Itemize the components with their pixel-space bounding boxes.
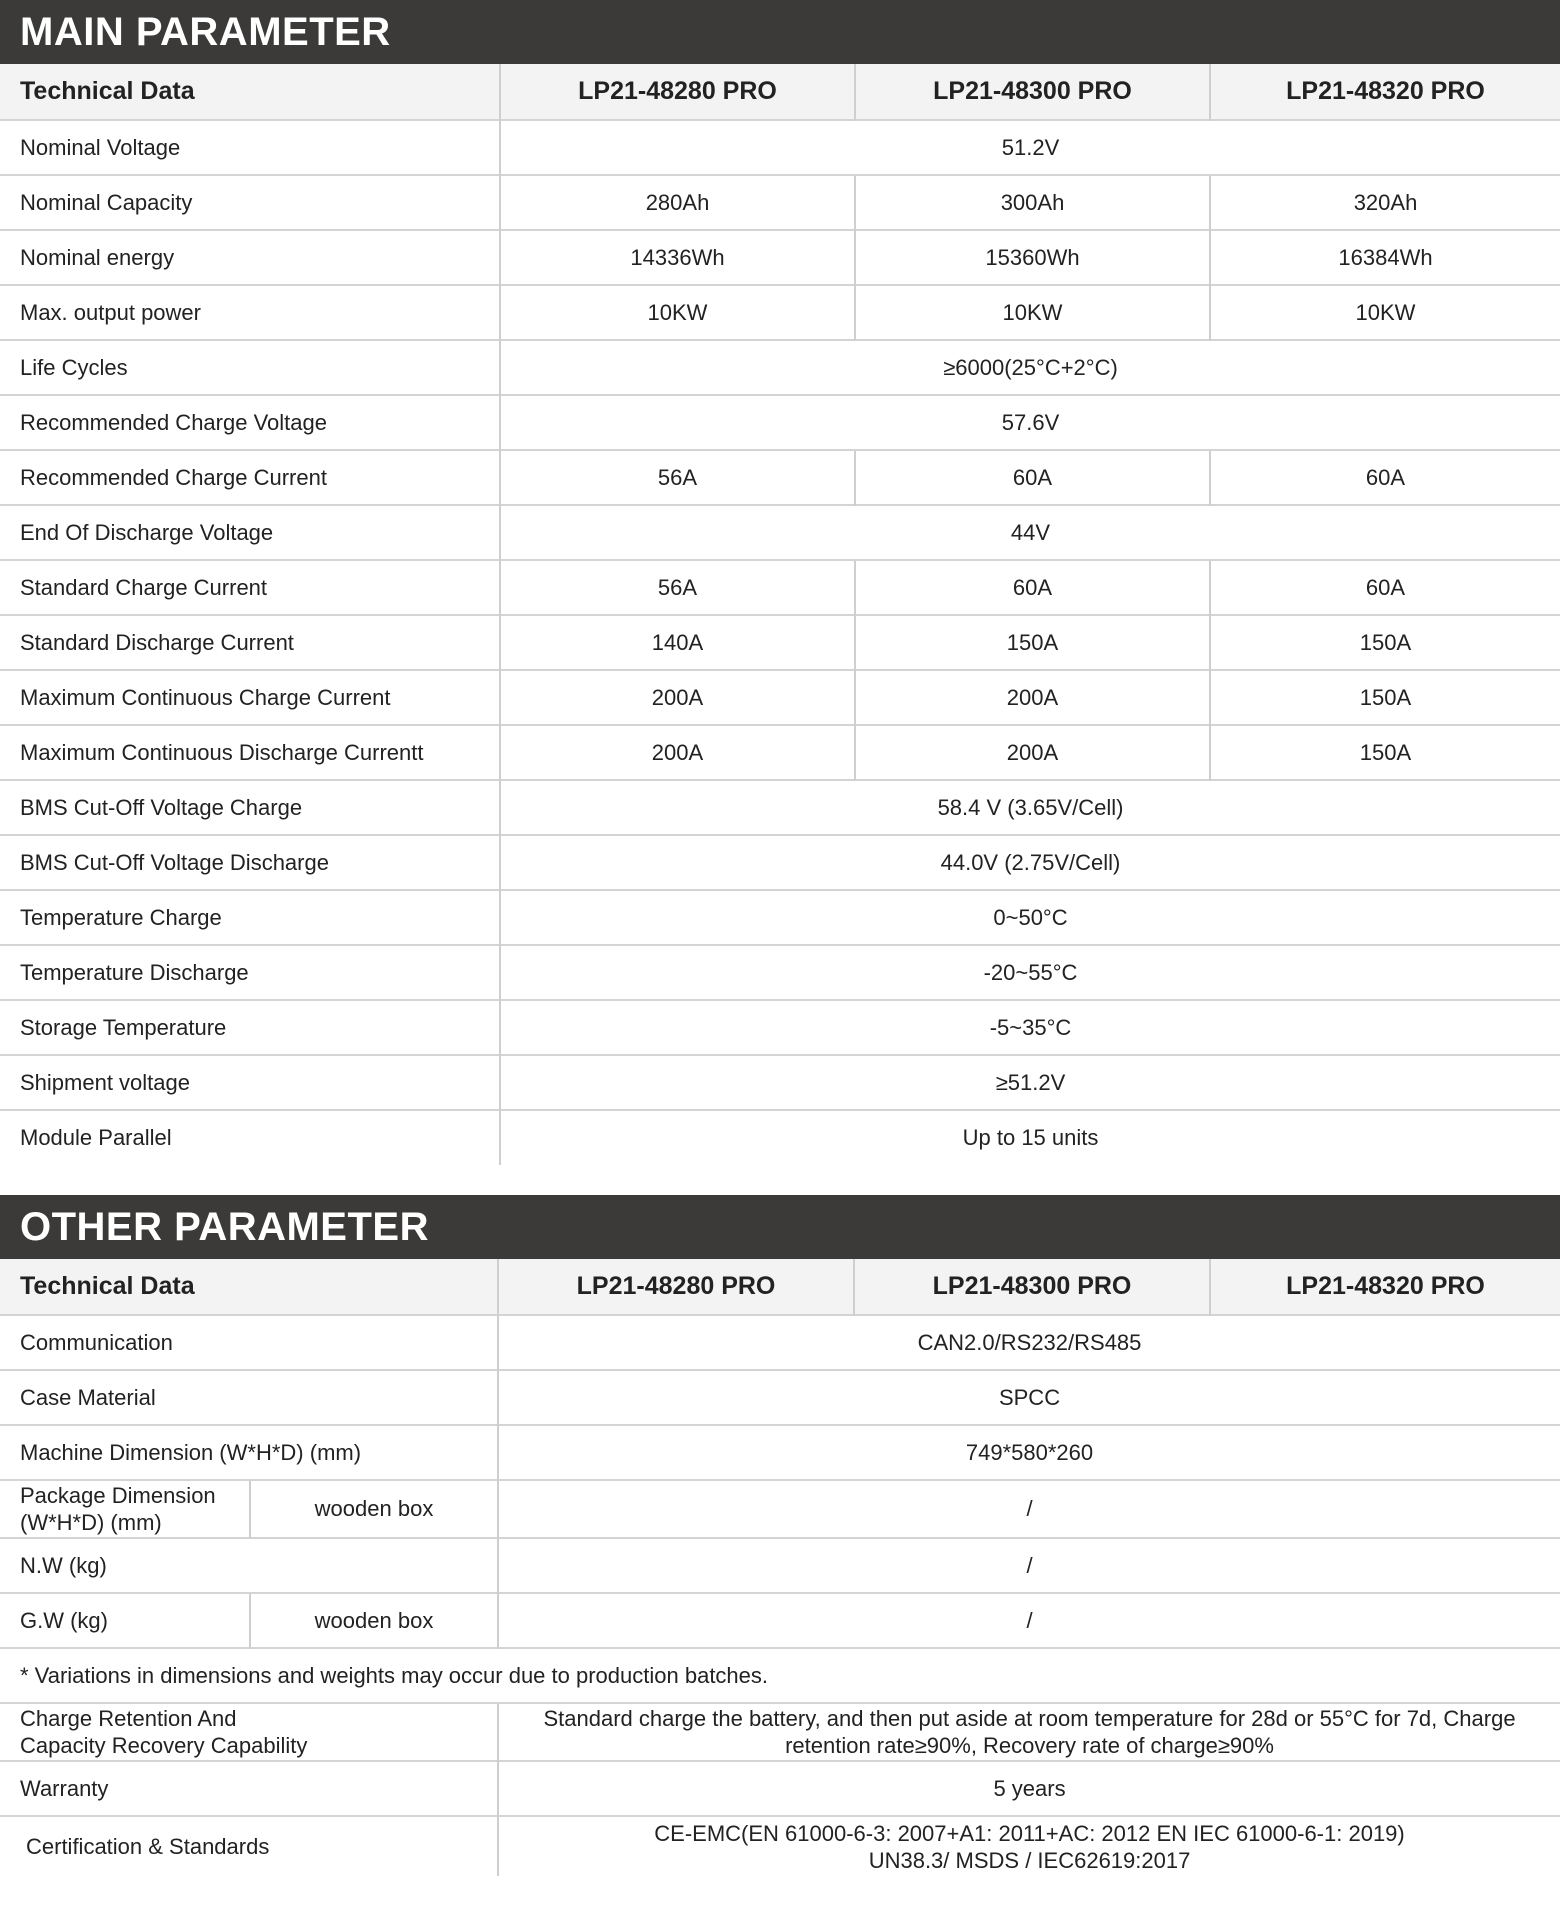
table-row <box>0 285 1560 340</box>
table-row <box>0 395 1560 450</box>
row-value: / <box>498 1593 1560 1648</box>
table-header-row <box>0 1259 1560 1315</box>
row-value: 56A <box>500 450 855 505</box>
row-value: 10KW <box>855 285 1210 340</box>
row-value: / <box>498 1538 1560 1593</box>
row-value-line: retention rate≥90%, Recovery rate of charge≥90% <box>785 1733 1274 1758</box>
row-label: Life Cycles <box>0 340 500 395</box>
row-value: 58.4 V (3.65V/Cell) <box>500 780 1560 835</box>
row-label: Standard Discharge Current <box>0 615 500 670</box>
table-row <box>0 505 1560 560</box>
row-label: Warranty <box>0 1761 498 1816</box>
row-value: 15360Wh <box>855 230 1210 285</box>
row-label: Storage Temperature <box>0 1000 500 1055</box>
model-header: LP21-48280 PRO <box>500 64 855 120</box>
row-value: 0~50°C <box>500 890 1560 945</box>
row-value-line: UN38.3/ MSDS / IEC62619:2017 <box>868 1847 1191 1873</box>
table-row <box>0 230 1560 285</box>
row-sub-label: wooden box <box>250 1480 498 1538</box>
row-label-line: Package Dimension <box>20 1483 216 1508</box>
technical-data-header: Technical Data <box>20 1272 195 1300</box>
row-label: Recommended Charge Current <box>0 450 500 505</box>
row-label: Nominal energy <box>0 230 500 285</box>
row-label: G.W (kg) <box>0 1593 250 1648</box>
note-row <box>0 1648 1560 1703</box>
row-value: / <box>498 1480 1560 1538</box>
row-value-line: CE-EMC(EN 61000-6-3: 2007+A1: 2011+AC: 2012 EN IEC 61000-6-1: 2019) <box>654 1820 1405 1846</box>
row-value: 51.2V <box>500 120 1560 175</box>
other-parameter-title: OTHER PARAMETER <box>20 1205 429 1249</box>
row-label: Maximum Continuous Discharge Currentt <box>0 725 500 780</box>
row-label: Standard Charge Current <box>0 560 500 615</box>
row-value: 60A <box>1210 560 1560 615</box>
row-label: BMS Cut-Off Voltage Discharge <box>0 835 500 890</box>
row-value <box>498 1816 1560 1876</box>
row-label: Nominal Voltage <box>0 120 500 175</box>
row-value <box>498 1703 1560 1761</box>
row-value: 200A <box>855 725 1210 780</box>
model-header: LP21-48280 PRO <box>498 1259 854 1315</box>
row-label: Communication <box>0 1315 498 1370</box>
row-value: 140A <box>500 615 855 670</box>
table-row <box>0 1000 1560 1055</box>
row-label: End Of Discharge Voltage <box>0 505 500 560</box>
main-parameter-table <box>0 64 1560 1165</box>
table-row <box>0 945 1560 1000</box>
row-value: 200A <box>500 725 855 780</box>
row-value: 14336Wh <box>500 230 855 285</box>
table-row <box>0 560 1560 615</box>
row-value: 320Ah <box>1210 175 1560 230</box>
row-value: 44V <box>500 505 1560 560</box>
row-value: -5~35°C <box>500 1000 1560 1055</box>
table-header-row <box>0 64 1560 120</box>
row-value: 60A <box>1210 450 1560 505</box>
row-value: CAN2.0/RS232/RS485 <box>498 1315 1560 1370</box>
main-parameter-header <box>0 0 1560 64</box>
main-parameter-title: MAIN PARAMETER <box>20 10 391 54</box>
table-row <box>0 1538 1560 1593</box>
row-value: ≥6000(25°C+2°C) <box>500 340 1560 395</box>
technical-data-header: Technical Data <box>20 77 195 105</box>
production-note: * Variations in dimensions and weights may occur due to production batches. <box>0 1648 1560 1703</box>
table-row <box>0 450 1560 505</box>
row-label: Certification & Standards <box>0 1816 498 1876</box>
table-row <box>0 1315 1560 1370</box>
row-value: 60A <box>855 560 1210 615</box>
model-header: LP21-48300 PRO <box>855 64 1210 120</box>
table-row <box>0 120 1560 175</box>
row-value: ≥51.2V <box>500 1055 1560 1110</box>
row-value: 150A <box>1210 670 1560 725</box>
row-label-line: Capacity Recovery Capability <box>20 1733 308 1758</box>
row-value: 10KW <box>1210 285 1560 340</box>
row-value: 150A <box>855 615 1210 670</box>
row-value: 749*580*260 <box>498 1425 1560 1480</box>
table-row <box>0 835 1560 890</box>
row-value: 150A <box>1210 615 1560 670</box>
row-value: 56A <box>500 560 855 615</box>
row-value: 10KW <box>500 285 855 340</box>
table-row <box>0 1816 1560 1876</box>
row-label: BMS Cut-Off Voltage Charge <box>0 780 500 835</box>
row-label: Nominal Capacity <box>0 175 500 230</box>
row-label-line: (W*H*D) (mm) <box>20 1510 162 1535</box>
row-value: 200A <box>500 670 855 725</box>
table-row <box>0 175 1560 230</box>
table-row <box>0 780 1560 835</box>
row-label: Maximum Continuous Charge Current <box>0 670 500 725</box>
row-value: 60A <box>855 450 1210 505</box>
row-value: SPCC <box>498 1370 1560 1425</box>
table-row <box>0 615 1560 670</box>
row-sub-label: wooden box <box>250 1593 498 1648</box>
table-row <box>0 1593 1560 1648</box>
row-value: 16384Wh <box>1210 230 1560 285</box>
row-label: Case Material <box>0 1370 498 1425</box>
table-row <box>0 725 1560 780</box>
table-row <box>0 1110 1560 1165</box>
row-value-line: Standard charge the battery, and then put aside at room temperature for 28d or 55°C for 7d, Charge <box>543 1706 1516 1731</box>
table-row <box>0 1425 1560 1480</box>
row-value: 5 years <box>498 1761 1560 1816</box>
table-row <box>0 890 1560 945</box>
table-row <box>0 1480 1560 1538</box>
table-row <box>0 1703 1560 1761</box>
row-label: Recommended Charge Voltage <box>0 395 500 450</box>
other-parameter-table <box>0 1259 1560 1876</box>
table-row <box>0 1055 1560 1110</box>
table-row <box>0 670 1560 725</box>
row-label: Max. output power <box>0 285 500 340</box>
row-label <box>0 1480 250 1538</box>
table-row <box>0 340 1560 395</box>
row-value: 200A <box>855 670 1210 725</box>
table-row <box>0 1370 1560 1425</box>
row-value: 150A <box>1210 725 1560 780</box>
row-label: Shipment voltage <box>0 1055 500 1110</box>
row-value: Up to 15 units <box>500 1110 1560 1165</box>
row-label <box>0 1703 498 1761</box>
row-value: 280Ah <box>500 175 855 230</box>
row-value: 300Ah <box>855 175 1210 230</box>
row-label-line: Charge Retention And <box>20 1706 237 1731</box>
model-header: LP21-48320 PRO <box>1210 64 1560 120</box>
row-value: -20~55°C <box>500 945 1560 1000</box>
row-label: Module Parallel <box>0 1110 500 1165</box>
row-label: Temperature Charge <box>0 890 500 945</box>
row-label: Machine Dimension (W*H*D) (mm) <box>0 1425 498 1480</box>
table-row <box>0 1761 1560 1816</box>
other-parameter-header <box>0 1195 1560 1259</box>
row-value: 57.6V <box>500 395 1560 450</box>
model-header: LP21-48300 PRO <box>854 1259 1210 1315</box>
model-header: LP21-48320 PRO <box>1210 1259 1560 1315</box>
row-value: 44.0V (2.75V/Cell) <box>500 835 1560 890</box>
row-label: Temperature Discharge <box>0 945 500 1000</box>
row-label: N.W (kg) <box>0 1538 498 1593</box>
